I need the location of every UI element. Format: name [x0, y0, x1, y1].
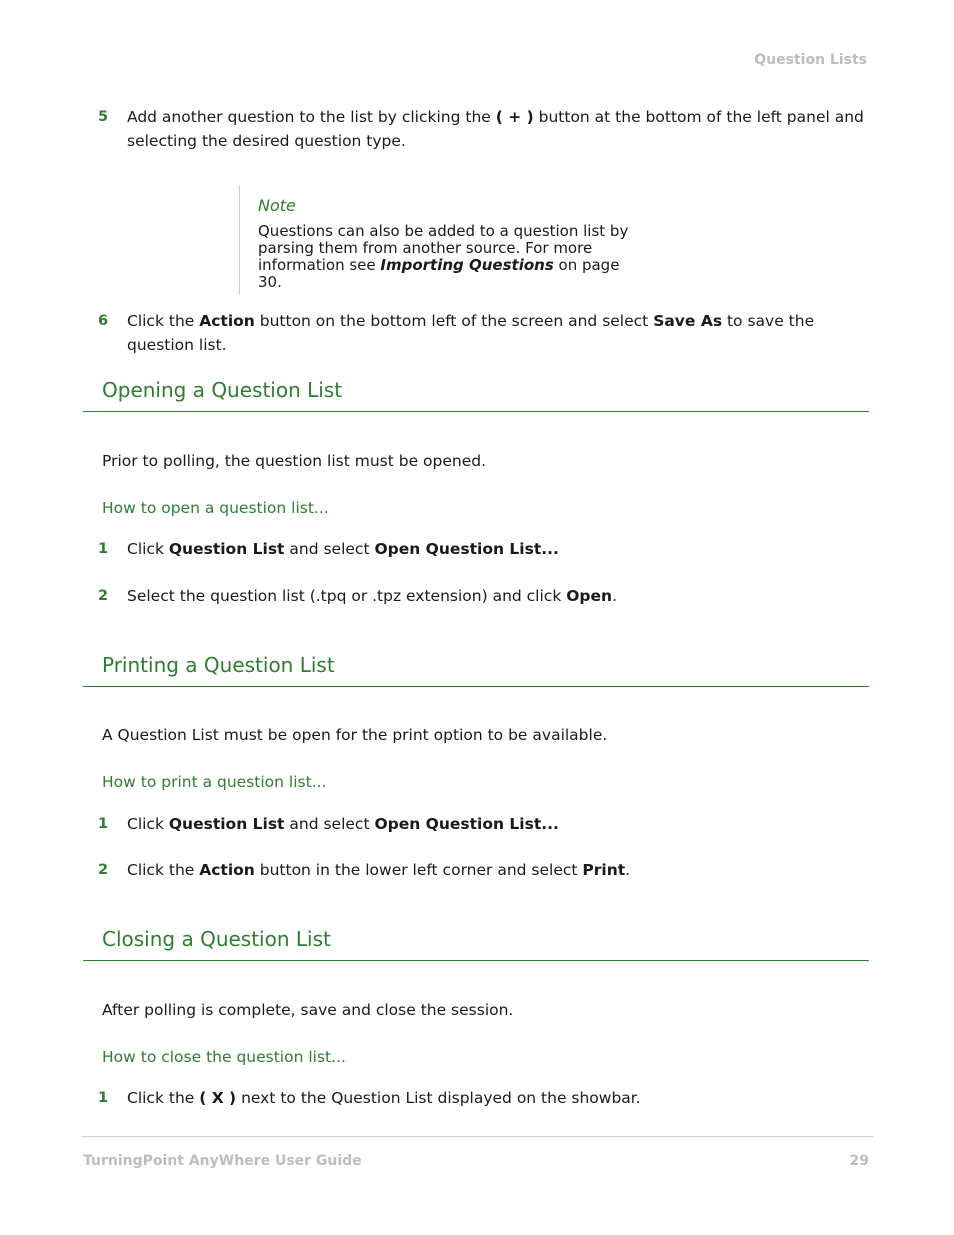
footer-guide-title: TurningPoint AnyWhere User Guide	[83, 1153, 362, 1169]
section-heading-printing: Printing a Question List	[102, 653, 335, 677]
step-text: Select the question list (.tpq or .tpz extension) and click Open.	[127, 587, 617, 605]
step-text: Click Question List and select Open Question List...	[127, 540, 559, 558]
step-number: 1	[98, 816, 109, 832]
note-box	[239, 185, 648, 295]
step-text: Add another question to the list by clicking the ( + ) button at the bottom of the left panel and selecting the desired question type.	[127, 108, 864, 150]
step-1	[98, 537, 868, 561]
note-body: Questions can also be added to a question list by parsing them from another source. For more information see Importing Questions on page 30.	[258, 222, 629, 291]
step-number: 1	[98, 541, 109, 557]
step-text: Click the ( X ) next to the Question List displayed on the showbar.	[127, 1089, 641, 1107]
step-text: Click the Action button in the lower left corner and select Print.	[127, 861, 631, 879]
step-2	[98, 584, 868, 608]
section-divider	[83, 686, 869, 687]
step-5	[98, 105, 868, 153]
section-heading-closing: Closing a Question List	[102, 927, 331, 951]
note-link[interactable]: Importing Questions	[380, 256, 554, 274]
section-intro: Prior to polling, the question list must be opened.	[102, 452, 487, 470]
section-divider	[83, 960, 869, 961]
step-text: Click Question List and select Open Question List...	[127, 815, 559, 833]
howto-heading: How to close the question list...	[102, 1048, 346, 1066]
footer-divider	[81, 1136, 873, 1137]
step-2	[98, 858, 868, 882]
page-number: 29	[849, 1153, 869, 1169]
section-intro: After polling is complete, save and close the session.	[102, 1001, 514, 1019]
step-text: Click the Action button on the bottom left of the screen and select Save As to save the question list.	[127, 312, 815, 354]
note-title: Note	[258, 196, 296, 215]
step-1	[98, 812, 868, 836]
section-heading-opening: Opening a Question List	[102, 378, 343, 402]
step-1	[98, 1086, 868, 1110]
step-6	[98, 309, 868, 357]
step-number: 2	[98, 862, 109, 878]
running-header: Question Lists	[754, 52, 867, 68]
step-number: 1	[98, 1090, 109, 1106]
step-number: 6	[98, 313, 109, 329]
step-number: 2	[98, 588, 109, 604]
step-number: 5	[98, 109, 109, 125]
section-intro: A Question List must be open for the print option to be available.	[102, 726, 608, 744]
howto-heading: How to open a question list...	[102, 499, 329, 517]
howto-heading: How to print a question list...	[102, 773, 327, 791]
section-divider	[83, 411, 869, 412]
